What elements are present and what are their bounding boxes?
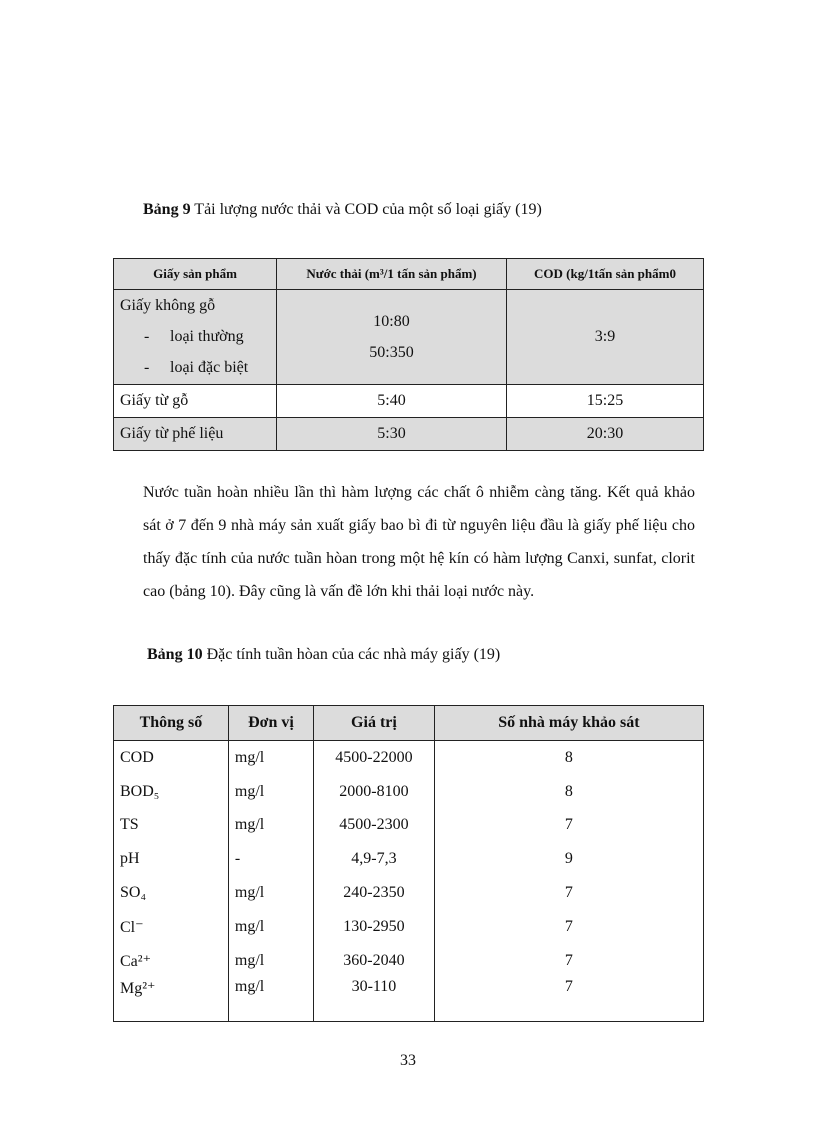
table9-header-row [114, 259, 704, 290]
table10-cell-count: 7 [434, 944, 703, 978]
table10-header-param: Thông số [114, 706, 229, 741]
table9-caption [143, 201, 542, 219]
table10-cell-count: 7 [434, 978, 703, 1022]
table9-water-value: 10:80 [373, 313, 410, 330]
table10-header-row [114, 706, 704, 741]
table10-cell-value: 2000-8100 [314, 775, 435, 809]
table-row [114, 842, 704, 876]
table10-cell-count: 9 [434, 842, 703, 876]
table9-cell-water: 5:30 [277, 418, 507, 451]
table9-caption-label: Bảng 9 [143, 201, 191, 218]
table10-cell-value: 360-2040 [314, 944, 435, 978]
table10-cell-unit: mg/l [228, 809, 313, 843]
body-paragraph: Nước tuần hoàn nhiều lần thì hàm lượng các chất ô nhiễm càng tăng. Kết quả khảo sát ở 7 đến 9 nhà máy sản xuất giấy bao bì đi từ nguyên liệu đầu là giấy phế liệu cho thấy đặc tính của nước tuần hòan trong một hệ kín có hàm lượng Canxi, sunfat, clorit cao (bảng 10). Đây cũng là vấn đề lớn khi thải loại nước này. [143, 484, 695, 600]
table10-header-value: Giá trị [314, 706, 435, 741]
table10-cell-value: 130-2950 [314, 910, 435, 944]
table10-cell-param: TS [114, 809, 229, 843]
page-number: 33 [400, 1052, 416, 1069]
table10-cell-value: 4500-2300 [314, 809, 435, 843]
table10-cell-unit: mg/l [228, 978, 313, 1022]
table10-cell-param: SO₄ [114, 876, 229, 910]
table-row [114, 418, 704, 451]
bullet-dash: - [144, 328, 150, 345]
table9-cell-cod: 15:25 [507, 385, 704, 418]
table9-cell-cod: 20:30 [507, 418, 704, 451]
table9-header-product: Giấy sản phẩm [114, 259, 277, 290]
table10-header-unit: Đơn vị [228, 706, 313, 741]
table-row [114, 809, 704, 843]
table10-caption-label: Bảng 10 [147, 646, 203, 663]
table10-cell-param: Ca²⁺ [114, 944, 229, 978]
table9-water-value: 50:350 [369, 344, 414, 361]
table-row [114, 385, 704, 418]
table10-cell-unit: mg/l [228, 944, 313, 978]
table10-cell-count: 8 [434, 775, 703, 809]
table9-sub-item [120, 352, 276, 383]
table10-cell-param: pH [114, 842, 229, 876]
table9-cell-cod: 3:9 [507, 290, 704, 385]
table10-cell-unit: mg/l [228, 876, 313, 910]
table9-sub-item [120, 321, 276, 352]
table-row [114, 944, 704, 978]
table9-cell-product: Giấy từ gỗ [114, 385, 277, 418]
table10-cell-value: 240-2350 [314, 876, 435, 910]
table10-cell-param: COD [114, 741, 229, 775]
table10-cell-count: 7 [434, 876, 703, 910]
table-row [114, 741, 704, 775]
table9-cell-water [277, 290, 507, 385]
table10-cell-value: 4,9-7,3 [314, 842, 435, 876]
table10-cell-unit: - [228, 842, 313, 876]
table10-cell-param: Cl⁻ [114, 910, 229, 944]
table10-cell-param: Mg²⁺ [114, 978, 229, 1022]
table10 [113, 705, 704, 1022]
table10-caption [147, 646, 500, 664]
table10-cell-value: 30-110 [314, 978, 435, 1022]
table10-cell-count: 8 [434, 741, 703, 775]
table-row [114, 290, 704, 385]
table9-sub-item-label: loại thường [170, 328, 244, 345]
table10-cell-unit: mg/l [228, 741, 313, 775]
table9-cell-product [114, 290, 277, 385]
table9-product-label: Giấy không gỗ [120, 297, 216, 314]
table10-cell-count: 7 [434, 910, 703, 944]
bullet-dash: - [144, 359, 150, 376]
table9-header-water: Nước thải (m³/1 tấn sản phẩm) [277, 259, 507, 290]
table10-cell-param: BOD₅ [114, 775, 229, 809]
table10-header-count: Số nhà máy khảo sát [434, 706, 703, 741]
table9-sub-item-label: loại đặc biệt [170, 359, 249, 376]
table-row [114, 775, 704, 809]
table10-cell-value: 4500-22000 [314, 741, 435, 775]
table10-caption-text: Đặc tính tuần hòan của các nhà máy giấy (19) [202, 646, 501, 663]
table10-cell-unit: mg/l [228, 910, 313, 944]
table9-caption-text: Tải lượng nước thải và COD của một số loại giấy (19) [190, 201, 542, 218]
table9-cell-product: Giấy từ phế liệu [114, 418, 277, 451]
table-row [114, 910, 704, 944]
table-row [114, 876, 704, 910]
table10-cell-unit: mg/l [228, 775, 313, 809]
table9-cell-water: 5:40 [277, 385, 507, 418]
table9-header-cod: COD (kg/1tấn sản phẩm0 [507, 259, 704, 290]
table10-cell-count: 7 [434, 809, 703, 843]
table9 [113, 258, 704, 451]
table-row [114, 978, 704, 1022]
